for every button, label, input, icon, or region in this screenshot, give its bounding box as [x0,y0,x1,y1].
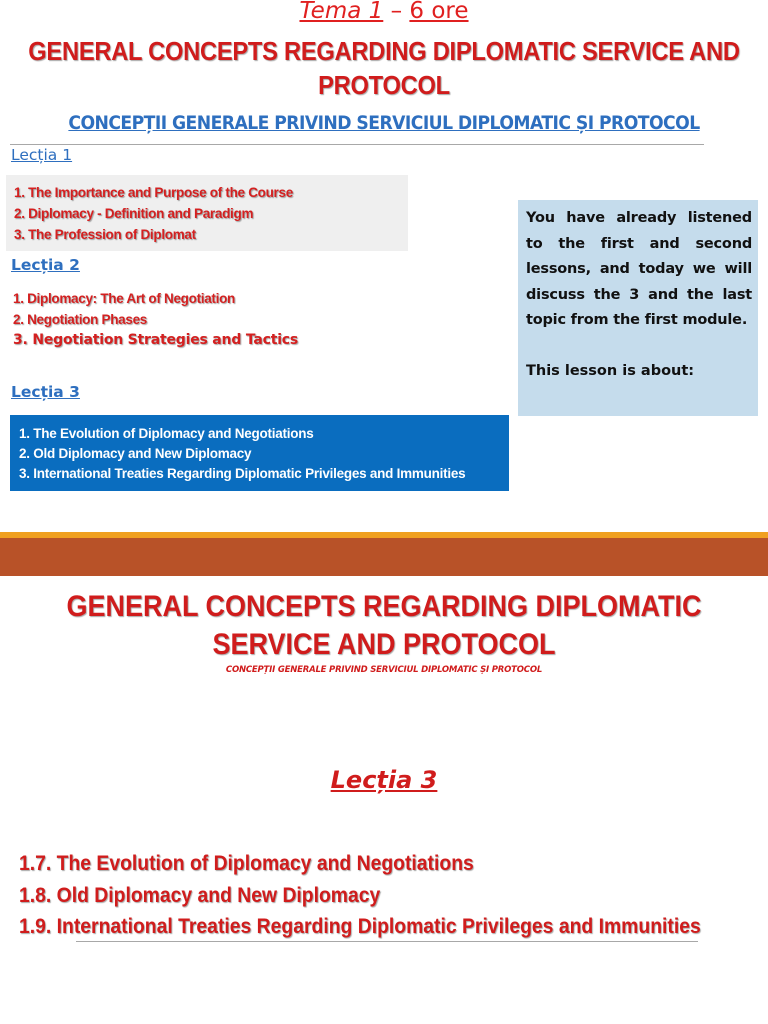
lesson3-heading: Lecția 3 [11,383,80,401]
lesson3-topics [19,424,509,484]
lesson2-topic-1: 1. Diplomacy: The Art of Negotiation [13,291,235,306]
lesson1-topic-1: 1. The Importance and Purpose of the Course [14,185,293,200]
slide2-title-line1: GENERAL CONCEPTS REGARDING DIPLOMATIC [66,590,702,623]
slide2-title [38,588,729,664]
slide1-subtitle: CONCEPȚII GENERALE PRIVIND SERVICIUL DIPLOMATIC ȘI PROTOCOL [68,113,700,134]
lesson2-topic-3: 3. Negotiation Strategies and Tactics [13,332,299,348]
divider [10,144,704,145]
info-note [518,200,758,416]
topic-label: Tema 1 [299,0,384,24]
divider [76,941,698,942]
slide1-title-line1: GENERAL CONCEPTS REGARDING DIPLOMATIC SERVICE AND [28,38,740,66]
slide2-subtitle: CONCEPȚII GENERALE PRIVIND SERVICIUL DIPLOMATIC ȘI PROTOCOL [225,665,543,675]
slide2-title-line2: SERVICE AND PROTOCOL [212,628,556,661]
lesson2-topic-2: 2. Negotiation Phases [13,312,147,327]
lesson1-topic-3: 3. The Profession of Diplomat [14,227,196,242]
info-note-footer: This lesson is about: [526,362,695,379]
lesson1-topics [6,175,408,251]
lesson3-topics-box [10,415,509,491]
slide2-topic-3: 1.9. International Treaties Regarding Diplomatic Privileges and Immunities [19,914,701,938]
slide1-title [27,35,741,103]
slide2-topic-2: 1.8. Old Diplomacy and New Diplomacy [19,882,381,907]
lesson3-topic-2: 2. Old Diplomacy and New Diplomacy [19,446,252,461]
lesson1-topic-2: 2. Diplomacy - Definition and Paradigm [14,206,254,221]
topic-hours: 6 ore [409,0,469,24]
topic-header [0,0,768,24]
separator-bar [0,538,768,576]
slide2-lesson-heading: Lecția 3 [330,766,438,794]
slide2-topic-1: 1.7. The Evolution of Diplomacy and Negotiations [19,851,474,875]
topic-dash: – [383,0,410,24]
lesson3-topic-1: 1. The Evolution of Diplomacy and Negotiations [19,426,314,441]
info-note-text: You have already listened to the first and second lessons, and today we will discuss the 3 and the last topic from the first module. [526,210,752,328]
lesson2-heading: Lecția 2 [11,256,80,274]
lesson1-heading: Lecția 1 [11,146,73,164]
lesson3-topic-3: 3. International Treaties Regarding Diplomatic Privileges and Immunities [19,466,466,481]
slide2-topics [19,848,701,943]
lesson2-topics [13,288,298,351]
slide1-title-line2: PROTOCOL [318,72,450,100]
